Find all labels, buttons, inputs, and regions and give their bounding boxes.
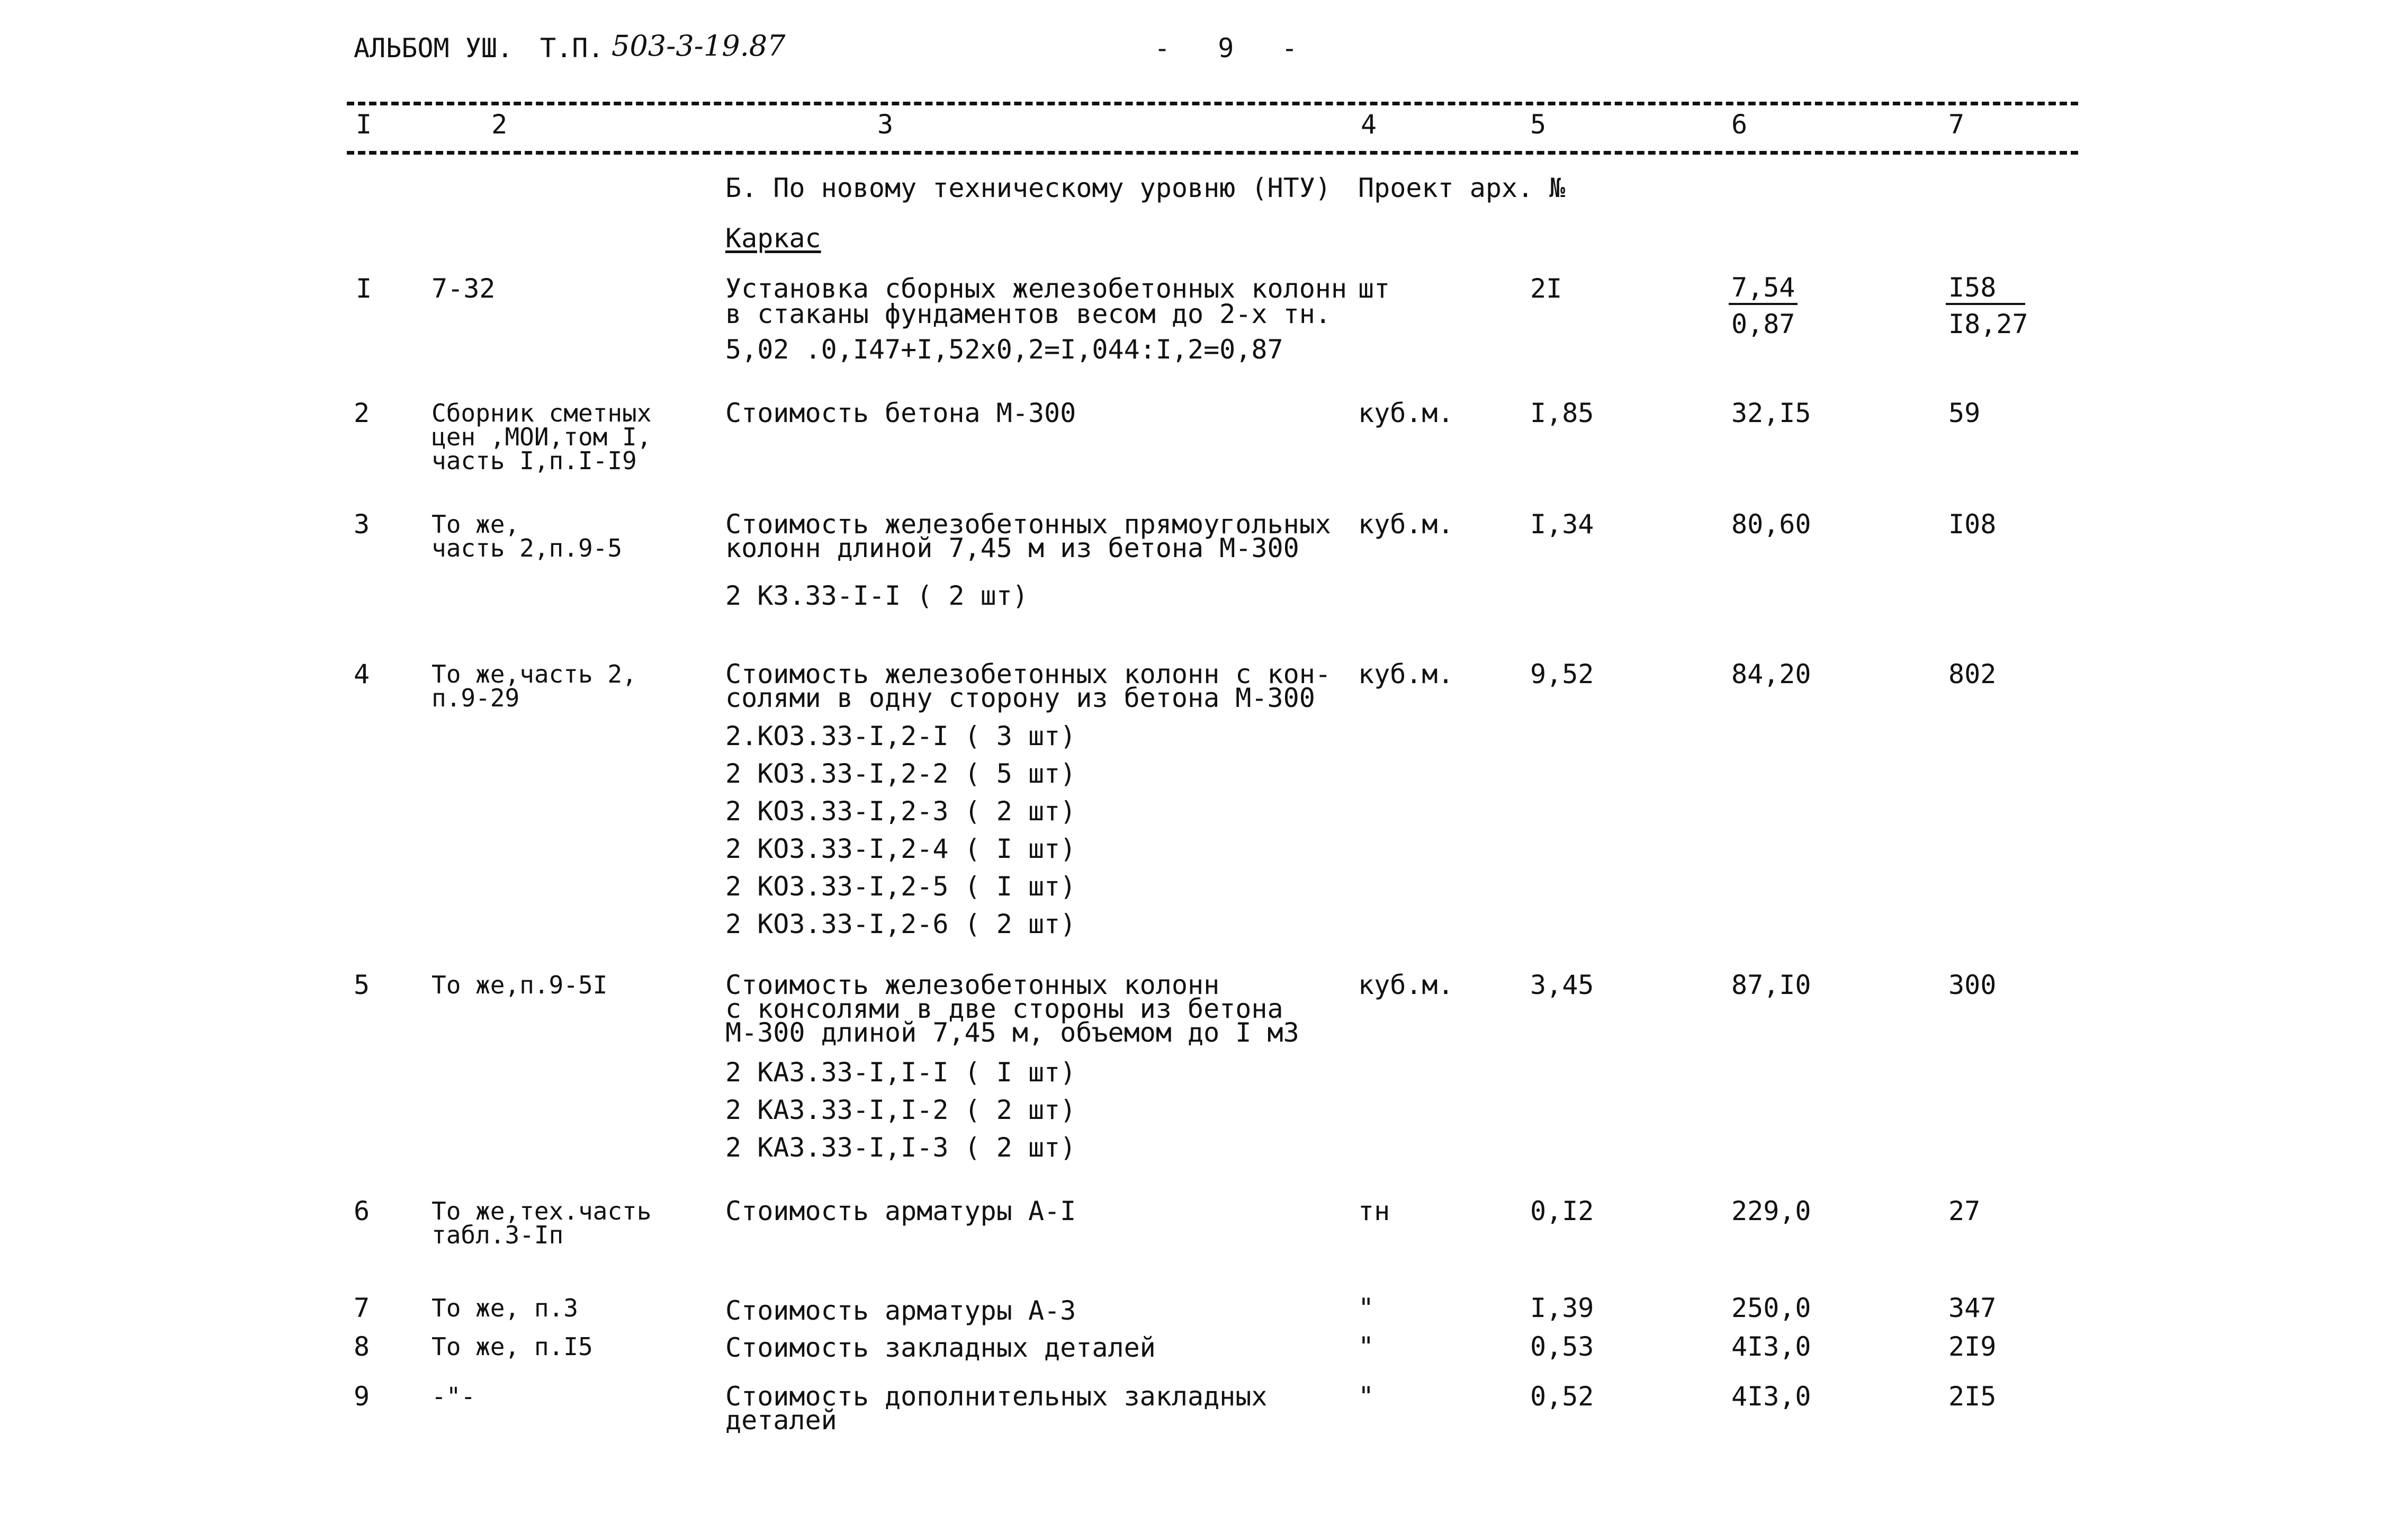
- row-quantity: 0,53: [1530, 1331, 1594, 1362]
- section-title: Б. По новому техническому уровню (НТУ): [725, 173, 1331, 203]
- row-unit: ": [1358, 1331, 1374, 1362]
- row-description: деталей: [725, 1405, 837, 1436]
- row-number: 5: [354, 970, 370, 1000]
- row-quantity: I,39: [1530, 1293, 1594, 1323]
- row-calculation: 5,02 .0,I47+I,52х0,2=I,044:I,2=0,87: [725, 334, 1283, 365]
- tp-prefix: Т.П.: [540, 33, 604, 64]
- row-total: 2I9: [1948, 1331, 1997, 1362]
- row-description: с консолями в две стороны из бетона: [725, 993, 1283, 1024]
- row-quantity: 9,52: [1530, 659, 1594, 689]
- row-quantity: I,34: [1530, 509, 1594, 540]
- row-source: часть 2,п.9-5: [432, 534, 623, 562]
- row-calculation: 2.КОЗ.33-I,2-I ( 3 шт): [725, 721, 1076, 751]
- column-number: 5: [1530, 109, 1547, 140]
- row-total: 347: [1948, 1293, 1997, 1323]
- row-number: 8: [354, 1331, 370, 1362]
- row-price: 4I3,0: [1731, 1381, 1811, 1412]
- row-unit: куб.м.: [1358, 398, 1454, 428]
- row-quantity: 0,52: [1530, 1381, 1594, 1412]
- row-source: То же,п.9-5I: [432, 971, 608, 999]
- row-total: 27: [1948, 1196, 1981, 1226]
- row-description: Стоимость железобетонных колонн с кон-: [725, 659, 1331, 689]
- row-price-top: 7,54: [1731, 272, 1795, 303]
- row-calculation: 2 КАЗ.33-I,I-I ( I шт): [725, 1057, 1076, 1088]
- row-source: табл.3-Iп: [432, 1221, 564, 1249]
- row-total: 2I5: [1948, 1381, 1997, 1412]
- row-source: То же, п.3: [432, 1294, 578, 1322]
- row-number: 2: [354, 398, 370, 428]
- row-total: 59: [1948, 398, 1981, 428]
- page-number: - 9 -: [1154, 33, 1314, 64]
- row-description: в стаканы фундаментов весом до 2-х тн.: [725, 299, 1331, 329]
- row-quantity: 0,I2: [1530, 1196, 1594, 1226]
- row-price: 229,0: [1731, 1196, 1811, 1226]
- header-top-rule: [347, 102, 2078, 105]
- row-price: 80,60: [1731, 509, 1811, 540]
- row-source: часть I,п.I-I9: [432, 446, 637, 475]
- row-number: 3: [354, 509, 370, 540]
- row-calculation: 2 КАЗ.33-I,I-3 ( 2 шт): [725, 1132, 1076, 1163]
- row-source: -"-: [432, 1382, 476, 1411]
- row-unit: ": [1358, 1381, 1374, 1412]
- row-number: 7: [354, 1293, 370, 1323]
- row-description: Установка сборных железобетонных колонн: [725, 273, 1347, 304]
- row-description: Стоимость железобетонных колонн: [725, 970, 1220, 1000]
- row-source: То же,: [432, 510, 520, 539]
- row-description: Стоимость арматуры А-3: [725, 1295, 1076, 1326]
- row-quantity: 3,45: [1530, 970, 1594, 1000]
- row-unit: шт: [1358, 273, 1390, 304]
- row-price: 32,I5: [1731, 398, 1811, 428]
- row-total-top: I58: [1948, 272, 1997, 303]
- project-reference: Проект арх. №: [1358, 173, 1566, 203]
- row-source: 7-32: [432, 273, 496, 304]
- row-calculation: 2 КОЗ.33-I,2-4 ( I шт): [725, 834, 1076, 864]
- total-fraction-line: [1946, 303, 2025, 305]
- row-source: п.9-29: [432, 684, 520, 712]
- row-number: I: [356, 273, 372, 304]
- row-total: I08: [1948, 509, 1997, 540]
- row-calculation: 2 КОЗ.33-I,2-6 ( 2 шт): [725, 909, 1076, 939]
- row-description: солями в одну сторону из бетона М-300: [725, 683, 1315, 713]
- row-calculation: 2 КЗ.33-I-I ( 2 шт): [725, 580, 1028, 611]
- column-number: 7: [1948, 109, 1965, 140]
- price-fraction-line: [1729, 303, 1798, 305]
- row-quantity: 2I: [1530, 273, 1562, 304]
- tp-number: 503-3-19.87: [612, 29, 786, 62]
- row-total-bottom: I8,27: [1948, 309, 2028, 339]
- column-number: 3: [877, 109, 894, 140]
- column-number: 4: [1361, 109, 1377, 140]
- row-source: То же,часть 2,: [432, 660, 637, 688]
- row-unit: куб.м.: [1358, 509, 1454, 540]
- row-number: 9: [354, 1381, 370, 1412]
- row-calculation: 2 КОЗ.33-I,2-5 ( I шт): [725, 871, 1076, 902]
- row-calculation: 2 КОЗ.33-I,2-3 ( 2 шт): [725, 796, 1076, 827]
- row-total: 300: [1948, 970, 1997, 1000]
- row-price: 250,0: [1731, 1293, 1811, 1323]
- row-price: 84,20: [1731, 659, 1811, 689]
- row-source: То же, п.I5: [432, 1332, 593, 1361]
- row-unit: куб.м.: [1358, 659, 1454, 689]
- row-unit: тн: [1358, 1196, 1390, 1226]
- row-number: 4: [354, 659, 370, 689]
- row-description: Стоимость арматуры А-I: [725, 1196, 1076, 1226]
- row-description: Стоимость дополнительных закладных: [725, 1381, 1268, 1412]
- subsection-title: Каркас: [725, 223, 821, 254]
- row-source: То же,тех.часть: [432, 1197, 652, 1225]
- row-description: Стоимость железобетонных прямоугольных: [725, 509, 1331, 540]
- row-source: цен ,МОИ,том I,: [432, 423, 652, 451]
- row-price: 87,I0: [1731, 970, 1811, 1000]
- row-total: 802: [1948, 659, 1997, 689]
- row-price-bottom: 0,87: [1731, 309, 1795, 339]
- column-number: I: [356, 109, 372, 140]
- row-number: 6: [354, 1196, 370, 1226]
- row-unit: ": [1358, 1293, 1374, 1323]
- row-source: Сборник сметных: [432, 399, 652, 427]
- row-quantity: I,85: [1530, 398, 1594, 428]
- row-price: 4I3,0: [1731, 1331, 1811, 1362]
- row-unit: куб.м.: [1358, 970, 1454, 1000]
- row-description: колонн длиной 7,45 м из бетона М-300: [725, 533, 1299, 563]
- row-description: М-300 длиной 7,45 м, объемом до I м3: [725, 1017, 1299, 1048]
- header-bottom-rule: [347, 151, 2078, 155]
- album-label: АЛЬБОМ УШ.: [354, 33, 514, 64]
- row-calculation: 2 КОЗ.33-I,2-2 ( 5 шт): [725, 758, 1076, 789]
- row-calculation: 2 КАЗ.33-I,I-2 ( 2 шт): [725, 1095, 1076, 1125]
- column-number: 2: [491, 109, 508, 140]
- column-number: 6: [1731, 109, 1748, 140]
- row-description: Стоимость бетона М-300: [725, 398, 1076, 428]
- row-description: Стоимость закладных деталей: [725, 1332, 1156, 1363]
